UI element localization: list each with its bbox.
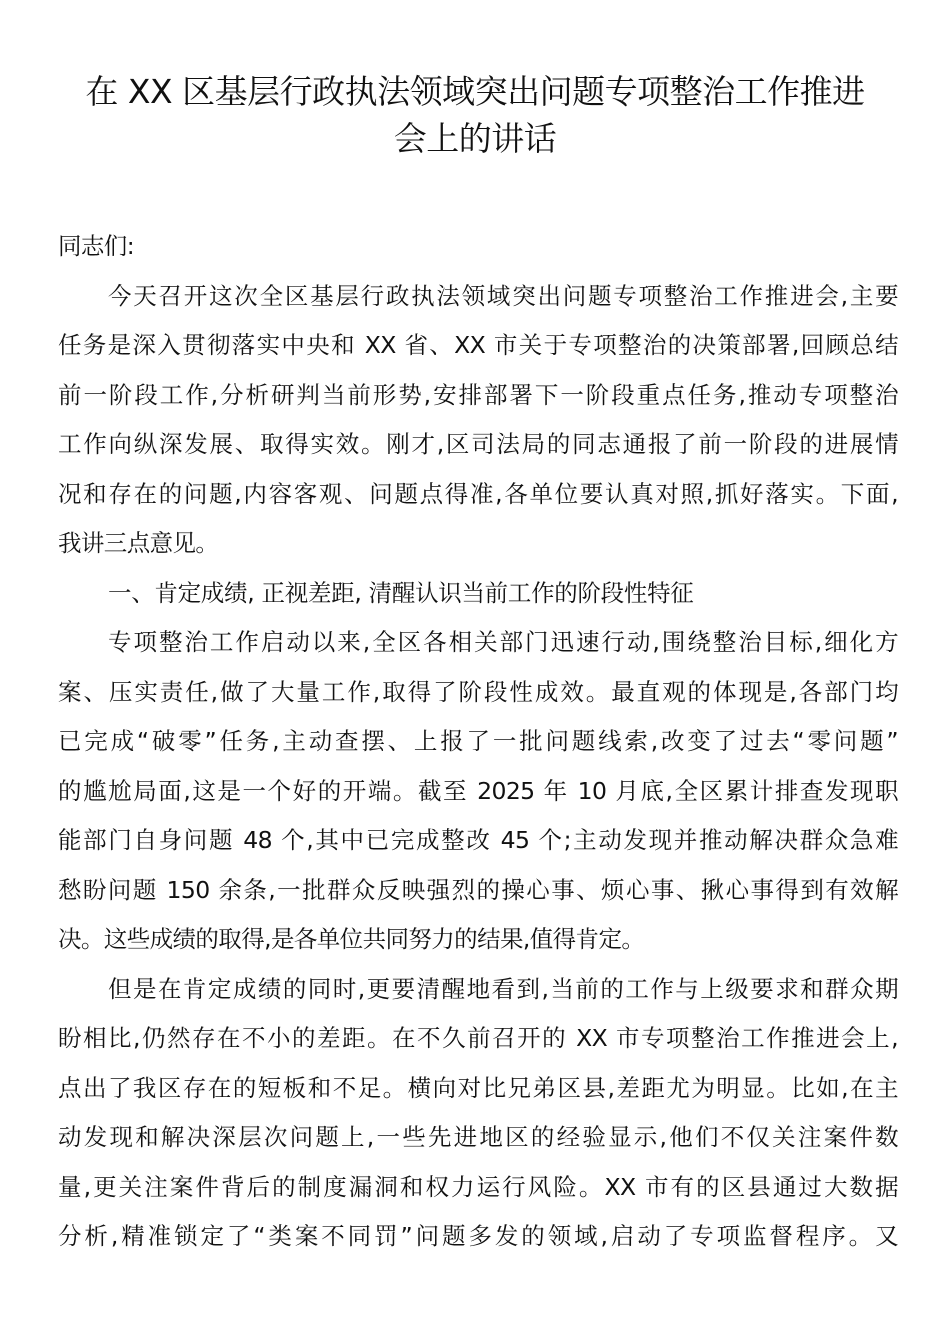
- text-line: 点出了我区存在的短板和不足。横向对比兄弟区县,差距尤为明显。比如,在主: [58, 1073, 898, 1102]
- text-line: 我讲三点意见。: [58, 529, 219, 557]
- paragraph-gaps: [58, 965, 898, 1262]
- text-line: 案、压实责任,做了大量工作,取得了阶段性成效。最直观的体现是,各部门均: [58, 677, 898, 706]
- section-heading: 一、肯定成绩, 正视差距, 清醒认识当前工作的阶段性特征: [108, 578, 694, 607]
- text-line: 工作向纵深发展、取得实效。刚才,区司法局的同志通报了前一阶段的进展情: [58, 430, 898, 458]
- salutation: 同志们:: [58, 232, 135, 260]
- text-line: 任务是深入贯彻落实中央和 XX 省、XX 市关于专项整治的决策部署,回顾总结: [58, 331, 898, 359]
- text-line: 专项整治工作启动以来,全区各相关部门迅速行动,围绕整治目标,细化方: [108, 628, 898, 656]
- title-line: 在 XX 区基层行政执法领域突出问题专项整治工作推进: [85, 72, 865, 111]
- text-line: 的尴尬局面,这是一个好的开端。截至 2025 年 10 月底,全区累计排查发现职: [58, 776, 898, 805]
- text-line: 分析,精准锁定了“类案不同罚”问题多发的领域,启动了专项监督程序。又: [58, 1222, 898, 1250]
- document-body: [58, 222, 898, 1262]
- text-line: 能部门自身问题 48 个,其中已完成整改 45 个;主动发现并推动解决群众急难: [58, 826, 898, 854]
- document-title: [40, 68, 910, 162]
- paragraph-achievements: [58, 618, 898, 965]
- text-line: 况和存在的问题,内容客观、问题点得准,各单位要认真对照,抓好落实。下面,: [58, 479, 898, 508]
- text-line: 愁盼问题 150 余条,一批群众反映强烈的操心事、烦心事、揪心事得到有效解: [58, 875, 898, 904]
- text-line: 前一阶段工作,分析研判当前形势,安排部署下一阶段重点任务,推动专项整治: [58, 380, 898, 409]
- text-line: 量,更关注案件背后的制度漏洞和权力运行风险。XX 市有的区县通过大数据: [58, 1172, 898, 1201]
- text-line: 决。这些成绩的取得,是各单位共同努力的结果,值得肯定。: [58, 925, 645, 953]
- text-line: 盼相比,仍然存在不小的差距。在不久前召开的 XX 市专项整治工作推进会上,: [58, 1024, 898, 1052]
- text-line: 动发现和解决深层次问题上,一些先进地区的经验显示,他们不仅关注案件数: [58, 1123, 898, 1151]
- text-line: 但是在肯定成绩的同时,更要清醒地看到,当前的工作与上级要求和群众期: [108, 974, 898, 1003]
- paragraph-opening: [58, 272, 898, 569]
- title-line: 会上的讲话: [393, 119, 557, 158]
- text-line: 已完成“破零”任务,主动查摆、上报了一批问题线索,改变了过去“零问题”: [58, 727, 898, 755]
- text-line: 今天召开这次全区基层行政执法领域突出问题专项整治工作推进会,主要: [108, 281, 898, 310]
- section-heading-1: [58, 569, 898, 619]
